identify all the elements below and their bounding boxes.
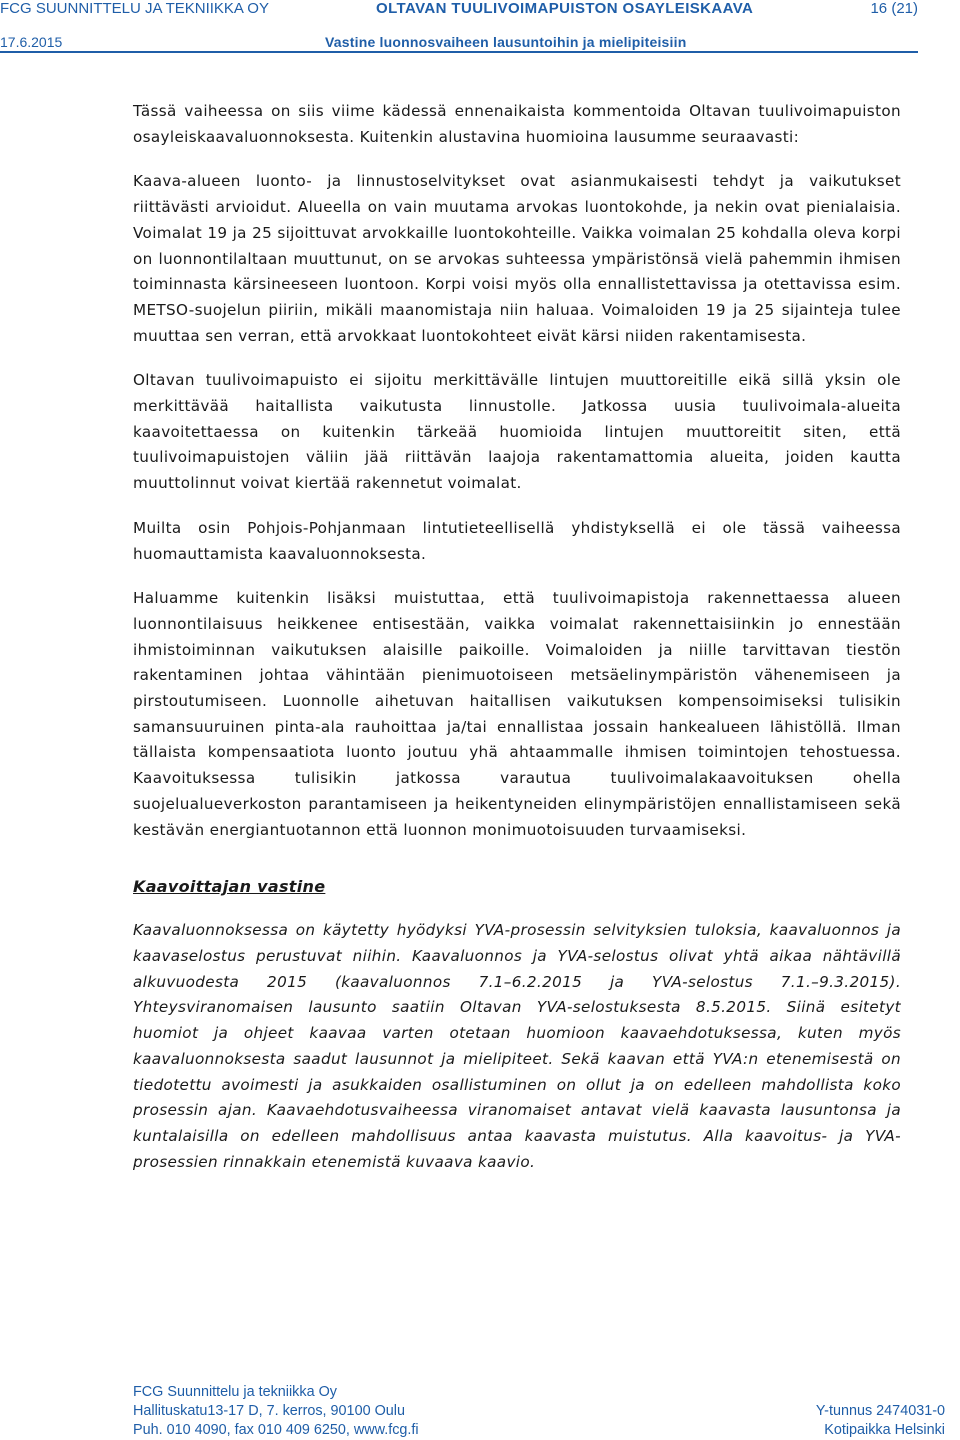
- paragraph-5: Haluamme kuitenkin lisäksi muistuttaa, että tuulivoimapistoja rakennettaessa alueen luonnontilaisuus heikkenee entisestään, vaikka voimalat rakennettaisiinkin jo ennestään ihmistoiminnan vaikutuksen alaisille paikoille. Voimaloiden ja niille tarvittavan tiestön rakentaminen johtaa vähintään pienimuotoiseen metsäelinympäristön vähenemiseen ja pirstoutumiseen. Luonnolle aihetuvan haitallisen vaikutuksen kompensoimiseksi tulisikin samansuuruinen pinta-ala rauhoittaa ja/tai ennallistaa jossain hankealueen lähistöllä. Ilman tällaista kompensaatiota luonto joutuu yhä ahtaammalle ihmisen toimintojen tehostuessa. Kaavoituksessa tulisikin jatkossa varautua tuulivoimalakaavoituksen ohella suojelualueverkoston parantamiseen ja heikentyneiden elinympäristöjen ennallistamiseen sekä kestävän energiantuotannon että luonnon monimuotoisuuden turvaamiseksi.: [133, 589, 901, 839]
- paragraph-2: Kaava-alueen luonto- ja linnustoselvitykset ovat asianmukaisesti tehdyt ja vaikutukset riittävästi arvioidut. Alueella on vain muutama arvokas luontokohde, ja nekin ovat pienialaisia. Voimalat 19 ja 25 sijoittuvat arvokkaille luontokohteille. Vaikka voimalan 25 kohdalla oleva korpi on luonnontilaltaan muuttunut, on se arvokas suhteessa ympäristönsä vielä pahemmin ihmisen toiminnasta kärsineeseen luontoon. Korpi voisi myös olla ennallistettavissa ja otettavissa esim. METSO-suojelun piiriin, mikäli maanomistaja niin haluaa. Voimaloiden 19 ja 25 sijainteja tulee muuttaa sen verran, että arvokkaat luontokohteet eivät kärsi niiden rakentamisesta.: [133, 172, 901, 345]
- section-heading: Kaavoittajan vastine: [133, 877, 326, 897]
- footer-business-id: Y-tunnus 2474031-0: [815, 1403, 945, 1419]
- header-company: FCG SUUNNITTELU JA TEKNIIKKA OY: [0, 0, 269, 17]
- footer-domicile: Kotipaikka Helsinki: [824, 1422, 945, 1438]
- header-page-number: 16 (21): [870, 0, 918, 17]
- footer-contact: Puh. 010 4090, fax 010 409 6250, www.fcg.fi: [133, 1422, 419, 1438]
- page-header-top: [0, 0, 960, 20]
- paragraph-4: Muilta osin Pohjois-Pohjanmaan lintutieteellisellä yhdistyksellä ei ole tässä vaiheessa huomauttamista kaavaluonnoksesta.: [133, 518, 901, 563]
- document-body: [133, 99, 901, 1194]
- footer-address: Hallituskatu13-17 D, 7. kerros, 90100 Oulu: [133, 1403, 405, 1419]
- paragraph-response: Kaavaluonnoksessa on käytetty hyödyksi YVA-prosessin selvityksien tuloksia, kaavaluonnos ja kaavaselostus perustuvat niihin. Kaavaluonnos ja YVA-selostus olivat yhtä aikaa nähtävillä alkuvuodesta 2015 (kaavaluonnos 7.1–6.2.2015 ja YVA-selostus 7.1.–9.3.2015). Yhteysviranomaisen lausunto saatiin Oltavan YVA-selostuksesta 8.5.2015. Siinä esitetyt huomiot ja ohjeet kaavaa varten otetaan huomioon kaavaehdotuksessa, kuten myös kaavaluonnoksesta saadut lausunnot ja mielipiteet. Sekä kaavan että YVA:n etenemisestä on tiedotettu avoimesti ja asukkaiden osallistuminen on ollut ja on edelleen mahdollista koko prosessin ajan. Kaavaehdotusvaiheessa viranomaiset antavat vielä kaavasta lausuntonsa ja kuntalaisilla on edelleen mahdollisuus antaa kaavasta muistutus. Alla kaavoitus- ja YVA-prosessien rinnakkain etenemistä kuvaava kaavio.: [133, 921, 901, 1171]
- header-project: OLTAVAN TUULIVOIMAPUISTON OSAYLEISKAAVA: [376, 0, 754, 17]
- header-date: 17.6.2015: [0, 34, 63, 50]
- paragraph-1: Tässä vaiheessa on siis viime kädessä ennenaikaista kommentoida Oltavan tuulivoimapuiston osayleiskaavaluonnoksesta. Kuitenkin alustavina huomioina lausumme seuraavasti:: [133, 102, 901, 146]
- paragraph-3: Oltavan tuulivoimapuisto ei sijoitu merkittävälle lintujen muuttoreitille eikä sillä yksin ole merkittävää haitallista vaikutusta linnustolle. Jatkossa uusia tuulivoimala-alueita kaavoitettaessa on kuitenkin tärkeää huomioida lintujen muuttoreitit siten, että tuulivoimapuistojen väliin jää riittävän laajoja rakentamattomia alueita, joiden kautta muuttolinnut voivat kiertää rakennetut voimalat.: [133, 371, 901, 493]
- header-divider: [0, 51, 918, 53]
- header-section: Vastine luonnosvaiheen lausuntoihin ja mielipiteisiin: [325, 34, 687, 50]
- footer-company: FCG Suunnittelu ja tekniikka Oy: [133, 1384, 337, 1400]
